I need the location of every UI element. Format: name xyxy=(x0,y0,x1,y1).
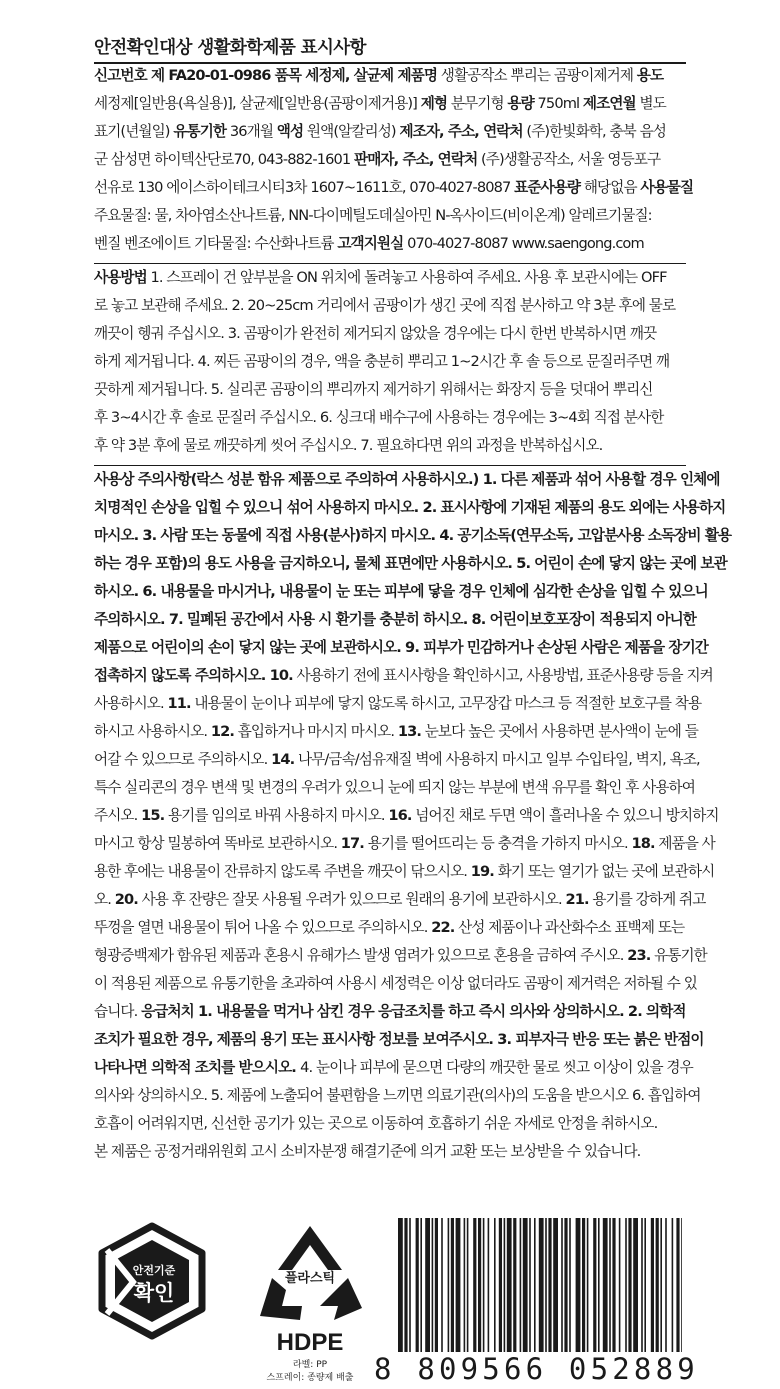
barcode-bar xyxy=(464,1218,466,1352)
text-run: 벤질 벤조에이트 기타물질: 수산화나트륨 xyxy=(94,235,338,252)
caution-line xyxy=(94,550,727,578)
caution-line xyxy=(94,746,700,774)
bold-text-run: 제형 xyxy=(420,95,448,112)
bold-text-run: 치명적인 손상을 입힐 수 있으니 섞어 사용하지 마시오. 2. 표시사항에 기재된 제품의 용도 외에는 사용하지 xyxy=(94,499,726,516)
bold-text-run: 13. xyxy=(397,723,421,740)
bold-text-run: 조치가 필요한 경우, 제품의 용기 또는 표시사항 정보를 보여주시오. 3. 피부자극 반응 또는 붉은 반점이 xyxy=(94,1031,704,1048)
barcode-bar xyxy=(451,1218,454,1352)
bold-text-run: 하시오. 6. 내용물을 마시거나, 내용물이 눈 또는 피부에 닿을 경우 인체에 심각한 손상을 입힐 수 있으니 xyxy=(94,583,708,600)
bold-text-run: 15. xyxy=(141,807,165,824)
barcode-bar xyxy=(425,1218,430,1352)
barcode-bar xyxy=(416,1218,419,1352)
text-run: 끗하게 제거됩니다. 5. 실리콘 곰팡이의 뿌리까지 제거하기 위해서는 화장지 등을 덧대어 뿌리신 xyxy=(94,381,653,398)
barcode-bar xyxy=(534,1218,536,1352)
caution-line xyxy=(94,662,713,690)
caution-line xyxy=(94,606,696,634)
barcode-bar xyxy=(478,1218,481,1352)
bold-text-run: 신고번호 제 FA20-01-0986 품목 세정제, 살균제 xyxy=(94,67,398,84)
safety-confirmed-mark-icon xyxy=(93,1222,211,1340)
caution-line xyxy=(94,1138,688,1166)
text-run: 36개월 xyxy=(226,123,277,140)
bold-text-run: 사용상 주의사항(락스 성분 함유 제품으로 주의하여 사용하시오.) 1. 다른 제품과 섞어 사용할 경우 인체에 xyxy=(94,471,720,488)
text-run: 하시고 사용하시오. xyxy=(94,723,211,740)
barcode-bar xyxy=(660,1218,662,1352)
text-run: 1. 스프레이 건 앞부분을 ON 위치에 돌려놓고 사용하여 주세요. 사용 후 보관시에는 OFF xyxy=(146,269,667,286)
label-info-line xyxy=(94,118,688,146)
caution-line xyxy=(94,1110,688,1138)
barcode-bar xyxy=(676,1218,679,1352)
barcode-bar xyxy=(467,1218,469,1352)
bold-text-run: 제조자, 주소, 연락처 xyxy=(399,123,523,140)
text-run: 내용물이 눈이나 피부에 닿지 않도록 하시고, 고무장갑 마스크 등 적절한 보호구를 착용 xyxy=(190,695,702,712)
label-info-line xyxy=(94,174,694,202)
bold-text-run: 사용물질 xyxy=(640,179,694,196)
caution-line xyxy=(94,1054,693,1082)
caution-section xyxy=(94,466,732,1166)
usage-line xyxy=(94,320,688,348)
text-run: 제품을 사 xyxy=(654,835,715,852)
text-run: 깨끗이 헹궈 주십시오. 3. 곰팡이가 완전히 제거되지 않았을 경우에는 다시 한번 반복하시면 깨끗 xyxy=(94,325,657,342)
bold-text-run: 액성 xyxy=(276,123,304,140)
barcode-bar xyxy=(494,1218,496,1352)
text-run: 특수 실리콘의 경우 변색 및 변경의 우려가 있으니 눈에 띄지 않는 부분에 변색 유무를 확인 후 사용하여 xyxy=(94,779,695,796)
text-run: (주)한빛화학, 충북 음성 xyxy=(522,123,667,140)
barcode-bar xyxy=(529,1218,531,1352)
label-info-line xyxy=(94,202,688,230)
barcode-bar xyxy=(441,1218,443,1352)
text-run: 본 제품은 공정거래위원회 고시 소비자분쟁 해결기준에 의거 교환 또는 보상받을 수 있습니다. xyxy=(94,1143,641,1160)
barcode-bar xyxy=(672,1218,674,1352)
barcode-bar xyxy=(404,1218,407,1352)
label-title: 안전확인대상 생활화학제품 표시사항 xyxy=(94,38,366,58)
bold-text-run: 제조연월 xyxy=(582,95,636,112)
text-run: 선유로 130 에이스하이테크시티3차 1607~1611호, 070-4027-8087 xyxy=(94,179,515,196)
text-run: 별도 xyxy=(635,95,666,112)
bold-text-run: 23. xyxy=(627,947,651,964)
text-run: 세정제[일반용(욕실용)], 살균제[일반용(곰팡이제거용)] xyxy=(94,95,421,112)
bold-text-run: 11. xyxy=(167,695,191,712)
barcode-bar xyxy=(539,1218,544,1352)
barcode-bar xyxy=(582,1218,585,1352)
usage-section xyxy=(94,264,688,460)
barcode-bar xyxy=(576,1218,581,1352)
barcode-bar xyxy=(448,1218,450,1352)
barcode-bar xyxy=(456,1218,461,1352)
text-run: 해당없음 xyxy=(580,179,641,196)
text-run: 나무/금속/섬유재질 벽에 사용하지 마시고 일부 수입타일, 벽지, 욕조, xyxy=(294,751,700,768)
text-run: 사용하시오. xyxy=(94,695,168,712)
text-run: 형광증백제가 함유된 제품과 혼용시 유해가스 발생 염려가 있으므로 혼용을 금하여 주시오. xyxy=(94,947,628,964)
text-run: 흡입하거나 마시지 마시오. xyxy=(233,723,398,740)
caution-line xyxy=(94,942,707,970)
caution-line xyxy=(94,830,715,858)
barcode-bar xyxy=(520,1218,522,1352)
bold-text-run: 하는 경우 포함)의 용도 사용을 금지하오니, 물체 표면에만 사용하시오. 5. 어린이 손에 닿지 않는 곳에 보관 xyxy=(94,555,727,572)
recycle-note-spray: 스프레이: 종량제 배출 xyxy=(266,1373,354,1383)
caution-line xyxy=(94,494,726,522)
text-run: 4. 눈이나 피부에 묻으면 다량의 깨끗한 물로 씻고 이상이 있을 경우 xyxy=(300,1059,693,1076)
barcode-bar xyxy=(598,1218,600,1352)
barcode-bar xyxy=(593,1218,596,1352)
text-run: 산성 제품이나 과산화수소 표백제 또는 xyxy=(454,919,685,936)
caution-line xyxy=(94,1026,704,1054)
bold-text-run: 유통기한 xyxy=(173,123,227,140)
caution-line xyxy=(94,858,715,886)
caution-line xyxy=(94,886,706,914)
usage-line xyxy=(94,264,688,292)
bold-text-run: 접촉하지 않도록 주의하시오. xyxy=(94,667,270,684)
text-run: 사용하기 전에 표시사항을 확인하시고, 사용방법, 표준사용량 등을 지켜 xyxy=(292,667,713,684)
bold-text-run: 주의하시오. 7. 밀폐된 공간에서 사용 시 환기를 충분히 하시오. 8. 어린이보호포장이 적용되지 아니한 xyxy=(94,611,696,628)
usage-line xyxy=(94,348,688,376)
text-run: 로 놓고 보관해 주세요. 2. 20~25cm 거리에서 곰팡이가 생긴 곳에 직접 분사하고 약 3분 후에 물로 xyxy=(94,297,676,314)
bold-text-run: 17. xyxy=(340,835,364,852)
caution-line xyxy=(94,774,695,802)
bold-text-run: 표준사용량 xyxy=(514,179,581,196)
caution-line xyxy=(94,718,698,746)
barcode-number: 8 809566 052889 xyxy=(374,1352,699,1386)
text-run: 넘어진 채로 두면 액이 흘러나올 수 있으니 방치하지 xyxy=(411,807,719,824)
text-run: 용한 후에는 내용물이 잔류하지 않도록 주변을 깨끗이 닦으시오. xyxy=(94,863,471,880)
barcode-bar xyxy=(488,1218,490,1352)
barcode-bar xyxy=(633,1218,638,1352)
text-run: 눈보다 높은 곳에서 사용하면 분사액이 눈에 들 xyxy=(421,723,698,740)
barcode-bar xyxy=(523,1218,528,1352)
label-info-line xyxy=(94,146,688,174)
text-run: 용기를 임의로 바꿔 사용하지 마시오. xyxy=(164,807,389,824)
barcode-bar xyxy=(507,1218,512,1352)
label-info-line xyxy=(94,62,688,90)
caution-line xyxy=(94,634,708,662)
barcode-bar xyxy=(420,1218,422,1352)
usage-line xyxy=(94,292,688,320)
barcode-bar xyxy=(619,1218,621,1352)
barcode-bar xyxy=(681,1218,682,1352)
text-run: 750ml xyxy=(533,95,583,112)
caution-line xyxy=(94,802,719,830)
barcode-bar xyxy=(548,1218,551,1352)
usage-line xyxy=(94,404,688,432)
recycle-material-text: HDPE xyxy=(276,1329,344,1356)
text-run: 분무기형 xyxy=(447,95,508,112)
bold-text-run: 19. xyxy=(470,863,494,880)
caution-line xyxy=(94,914,688,942)
text-run: 군 삼성면 하이텍산단로70, 043-882-1601 xyxy=(94,151,355,168)
bold-text-run: 12. xyxy=(210,723,234,740)
recycle-label-text: 플라스틱 xyxy=(284,1271,336,1286)
barcode-bar xyxy=(644,1218,646,1352)
text-run: 화기 또는 열기가 없는 곳에 보관하시 xyxy=(493,863,715,880)
bold-text-run: 22. xyxy=(431,919,455,936)
text-run: (주)생활공작소, 서울 영등포구 xyxy=(477,151,661,168)
barcode-bar xyxy=(483,1218,485,1352)
bold-text-run: 고객지원실 xyxy=(337,235,404,252)
text-run: 호흡이 어려워지면, 신선한 공기가 있는 곳으로 이동하여 호흡하기 쉬운 자세로 안정을 취하시오. xyxy=(94,1115,658,1132)
barcode-bar xyxy=(665,1218,667,1352)
barcode-bar xyxy=(609,1218,611,1352)
bold-text-run: 10. xyxy=(269,667,293,684)
bold-text-run: 제품명 xyxy=(397,67,438,84)
text-run: 주요물질: 물, 차아염소산나트륨, NN-다이메틸도데실아민 N-옥사이드(비이온계) 알레르기물질: xyxy=(94,207,652,224)
barcode-bar xyxy=(473,1218,476,1352)
barcode-bar xyxy=(553,1218,558,1352)
label-info-line xyxy=(94,90,688,118)
barcode-bar xyxy=(587,1218,589,1352)
text-run: 뚜껑을 열면 내용물이 튀어 나올 수 있으므로 주의하시오. xyxy=(94,919,432,936)
label-info-section xyxy=(94,62,694,258)
bold-text-run: 16. xyxy=(388,807,412,824)
text-run: 이 적용된 제품으로 유통기한을 초과하여 사용시 세정력은 이상 없더라도 곰팡이 제거력은 저하될 수 있 xyxy=(94,975,697,992)
barcode-bar xyxy=(603,1218,608,1352)
text-run: 후 약 3분 후에 물로 깨끗하게 씻어 주십시오. 7. 필요하다면 위의 과정을 반복하십시오. xyxy=(94,437,603,454)
text-run: 원액(알칼리성) xyxy=(303,123,400,140)
text-run: 마시고 항상 밀봉하여 똑바로 보관하시오. xyxy=(94,835,341,852)
usage-line xyxy=(94,432,688,460)
text-run: 오. xyxy=(94,891,115,908)
text-run: 어갈 수 있으므로 주의하시오. xyxy=(94,751,272,768)
barcode-bar xyxy=(398,1218,403,1352)
recycle-note-label: 라벨: PP xyxy=(292,1360,328,1370)
label-info-line xyxy=(94,230,688,258)
barcode-bar xyxy=(504,1218,506,1352)
barcode-bar xyxy=(409,1218,411,1352)
caution-line xyxy=(94,1082,701,1110)
text-run: 생활공작소 뿌리는 곰팡이제거제 xyxy=(437,67,637,84)
caution-line xyxy=(94,970,697,998)
barcode-bar xyxy=(499,1218,502,1352)
text-run: 의사와 상의하시오. 5. 제품에 노출되어 불편함을 느끼면 의료기관(의사)의 도움을 받으시오 6. 흡입하여 xyxy=(94,1087,701,1104)
bold-text-run: 판매자, 주소, 연락처 xyxy=(354,151,478,168)
usage-line xyxy=(94,376,688,404)
bold-text-run: 나타나면 의학적 조치를 받으시오. xyxy=(94,1059,301,1076)
bold-text-run: 18. xyxy=(631,835,655,852)
caution-line xyxy=(94,522,732,550)
barcode-bar xyxy=(625,1218,627,1352)
bold-text-run: 응급처치 1. 내용물을 먹거나 삼킨 경우 응급조치를 하고 즉시 의사와 상의하시오. 2. 의학적 xyxy=(141,1003,686,1020)
text-run: 070-4027-8087 www.saengong.com xyxy=(403,235,644,252)
bold-text-run: 제품으로 어린이의 손이 닿지 않는 곳에 보관하시오. 9. 피부가 민감하거나 손상된 사람은 제품을 장기간 xyxy=(94,639,708,656)
barcode-bar xyxy=(628,1218,631,1352)
plastic-recycle-mark-icon xyxy=(250,1220,370,1388)
bold-text-run: 21. xyxy=(565,891,589,908)
bold-text-run: 용량 xyxy=(507,95,534,112)
caution-line xyxy=(94,466,720,494)
text-run: 사용 후 잔량은 잘못 사용될 우려가 있으므로 원래의 용기에 보관하시오. xyxy=(137,891,566,908)
safety-mark-main-text: 확인 xyxy=(133,1281,175,1305)
text-run: 유통기한 xyxy=(650,947,707,964)
bold-text-run: 20. xyxy=(114,891,138,908)
text-run: 주시오. xyxy=(94,807,142,824)
caution-line xyxy=(94,998,688,1026)
barcode-bar xyxy=(545,1218,547,1352)
bold-text-run: 용도 xyxy=(636,67,664,84)
text-run: 표기(년월일) xyxy=(94,123,174,140)
text-run: 후 3~4시간 후 솔로 문질러 주십시오. 6. 싱크대 배수구에 사용하는 경우에는 3~4회 직접 분사한 xyxy=(94,409,664,426)
barcode-bar xyxy=(564,1218,567,1352)
barcode-bar xyxy=(435,1218,438,1352)
barcode-bar xyxy=(513,1218,516,1352)
text-run: 습니다. xyxy=(94,1003,142,1020)
caution-line xyxy=(94,578,708,606)
text-run: 하게 제거됩니다. 4. 찌든 곰팡이의 경우, 액을 충분히 뿌리고 1~2시간 후 솔 등으로 문질러주면 깨 xyxy=(94,353,670,370)
bold-text-run: 마시오. 3. 사람 또는 동물에 직접 사용(분사)하지 마시오. 4. 공기소독(연무소독, 고압분사용 소독장비 활용 xyxy=(94,527,732,544)
bold-text-run: 사용방법 xyxy=(94,269,147,286)
caution-line xyxy=(94,690,702,718)
text-run: 용기를 떨어뜨리는 등 충격을 가하지 마시오. xyxy=(363,835,632,852)
barcode-bar xyxy=(432,1218,434,1352)
text-run: 용기를 강하게 쥐고 xyxy=(588,891,706,908)
barcode-bar xyxy=(651,1218,654,1352)
bold-text-run: 14. xyxy=(271,751,295,768)
safety-mark-top-text: 안전기준 xyxy=(132,1264,176,1277)
barcode-bar xyxy=(612,1218,615,1352)
barcode xyxy=(398,1218,682,1358)
barcode-bar xyxy=(561,1218,563,1352)
barcode-bar xyxy=(569,1218,571,1352)
barcode-bar xyxy=(641,1218,643,1352)
barcode-bar xyxy=(656,1218,659,1352)
